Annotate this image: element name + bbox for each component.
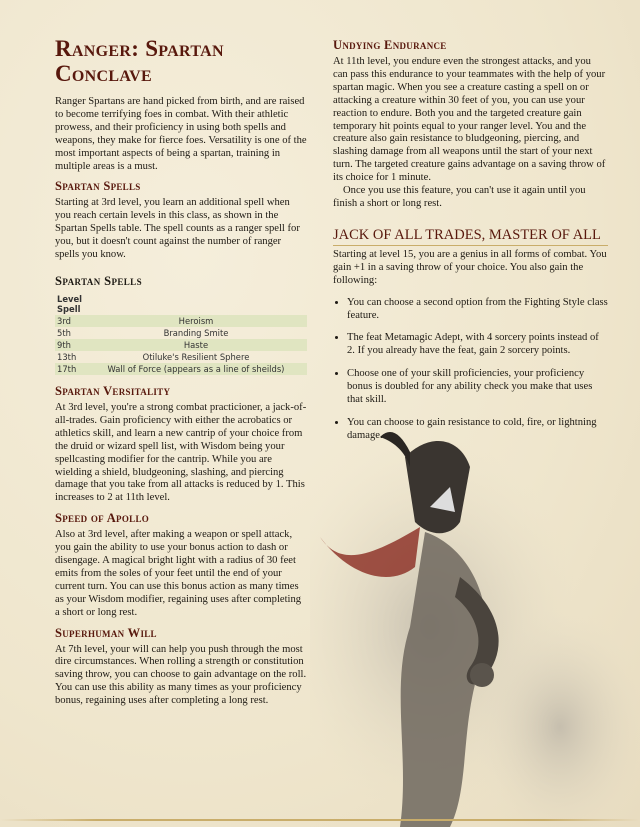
table-row: 5th Branding Smite bbox=[57, 327, 229, 338]
table-row: 9th Haste bbox=[55, 339, 307, 351]
spartan-warrior-illustration bbox=[310, 427, 640, 827]
endurance-heading: Undying Endurance bbox=[333, 38, 447, 52]
list-item: • The feat Metamagic Adept, with 4 sorcery points instead of 2. If you already have the feat, gain 2 sorcery points. bbox=[347, 332, 608, 358]
versatility-text: At 3rd level, you're a strong combat practicioner, a jack-of-all-trades. Gain proficiency with either the acrobatics or athletics skill, and learn a new cantrip of your choice from the druid or wizard spell list, with Wisdom being your spellcasting modifier for the cantrip. While you are wielding a shield, bludgeoning, slashing, and piercing damage that you take from all attacks is reduced by 1. This increases to 2 at 11th level. bbox=[55, 401, 307, 504]
right-column bbox=[333, 38, 608, 453]
table-row: 17th Wall of Force (appears as a line of sheilds) bbox=[55, 363, 307, 375]
intro-text: Ranger Spartans are hand picked from birth, and are raised to become terrifying foes in combat. With their athletic prowess, and their proficiency in using both spells and weapons, they make for fierce foes. Versatility is one of the most important aspects of being a spartan, training in multiple areas is a must. bbox=[55, 96, 307, 172]
left-column bbox=[55, 36, 307, 708]
table-row: 3rd Heroism bbox=[55, 315, 307, 327]
jack-text: Starting at level 15, you are a genius in all forms of combat. You gain +1 in a saving throw of your choice. You also gain the following: bbox=[333, 248, 607, 286]
jack-bullet-list bbox=[333, 297, 608, 443]
spartan-spells-table bbox=[55, 293, 307, 375]
apollo-heading: Speed of Apollo bbox=[55, 511, 150, 526]
will-heading: Superhuman Will bbox=[55, 625, 157, 640]
endurance-text-2: Once you use this feature, you can't use it again until you finish a short or long rest. bbox=[333, 185, 586, 209]
versatility-heading: Spartan Versitality bbox=[55, 383, 171, 398]
spartan-spells-heading: Spartan Spells bbox=[55, 179, 141, 194]
page-title: Ranger: Spartan Conclave bbox=[55, 36, 224, 86]
will-text: At 7th level, your will can help you push through the most dire circumstances. When rolling a strength or constitution saving throw, you can choose to gain advantage on the roll. You can use this ability as many times as your proficiency bonus, regaining uses after completing a long rest. bbox=[55, 643, 307, 707]
list-item: • You can choose a second option from the Fighting Style class feature. bbox=[347, 297, 608, 323]
footer-divider bbox=[0, 819, 640, 821]
list-item: • Choose one of your skill proficiencies, your proficiency bonus is doubled for any ability check you make that uses that skill. bbox=[347, 368, 608, 407]
endurance-text: At 11th level, you endure even the strongest attacks, and you can pass this endurance to your teammates with the help of your spartan magic. When you see a creature casting a spell on or attacking a creature within 30 feet of you, you can use your reaction to endure. Both you and the targeted creature gain temporary hit points equal to your ranger level. You and the creature also gain resistance to bludgeoning, piercing, and slashing damage from all weapons until the start of your next turn. The targeted creature gains advantage on a saving throw of its choice for 1 minute. bbox=[333, 56, 606, 184]
col-header: Level Spell bbox=[57, 293, 83, 314]
table-row: 13th Otiluke's Resilient Sphere bbox=[57, 351, 250, 362]
list-item: • You can choose to gain resistance to cold, fire, or lightning damage. bbox=[347, 417, 608, 443]
spartan-spells-text: Starting at 3rd level, you learn an additional spell when you reach certain levels in this class, as shown in the Spartan Spells table. The spell counts as a ranger spell for you, but it doesn't count against the number of ranger spells you know. bbox=[55, 197, 300, 261]
jack-heading: JACK OF ALL TRADES, MASTER OF ALL bbox=[333, 227, 608, 246]
spells-table-title: Spartan Spells bbox=[55, 273, 142, 288]
apollo-text: Also at 3rd level, after making a weapon or spell attack, you gain the ability to use your bonus action to dash or disengage. A magical bright light with a radius of 30 feet emits from the soles of your feet until the end of your current turn. You can use this bonus action as many times as your Wisdom modifier, regaining uses after completing a short or long rest. bbox=[55, 529, 302, 618]
